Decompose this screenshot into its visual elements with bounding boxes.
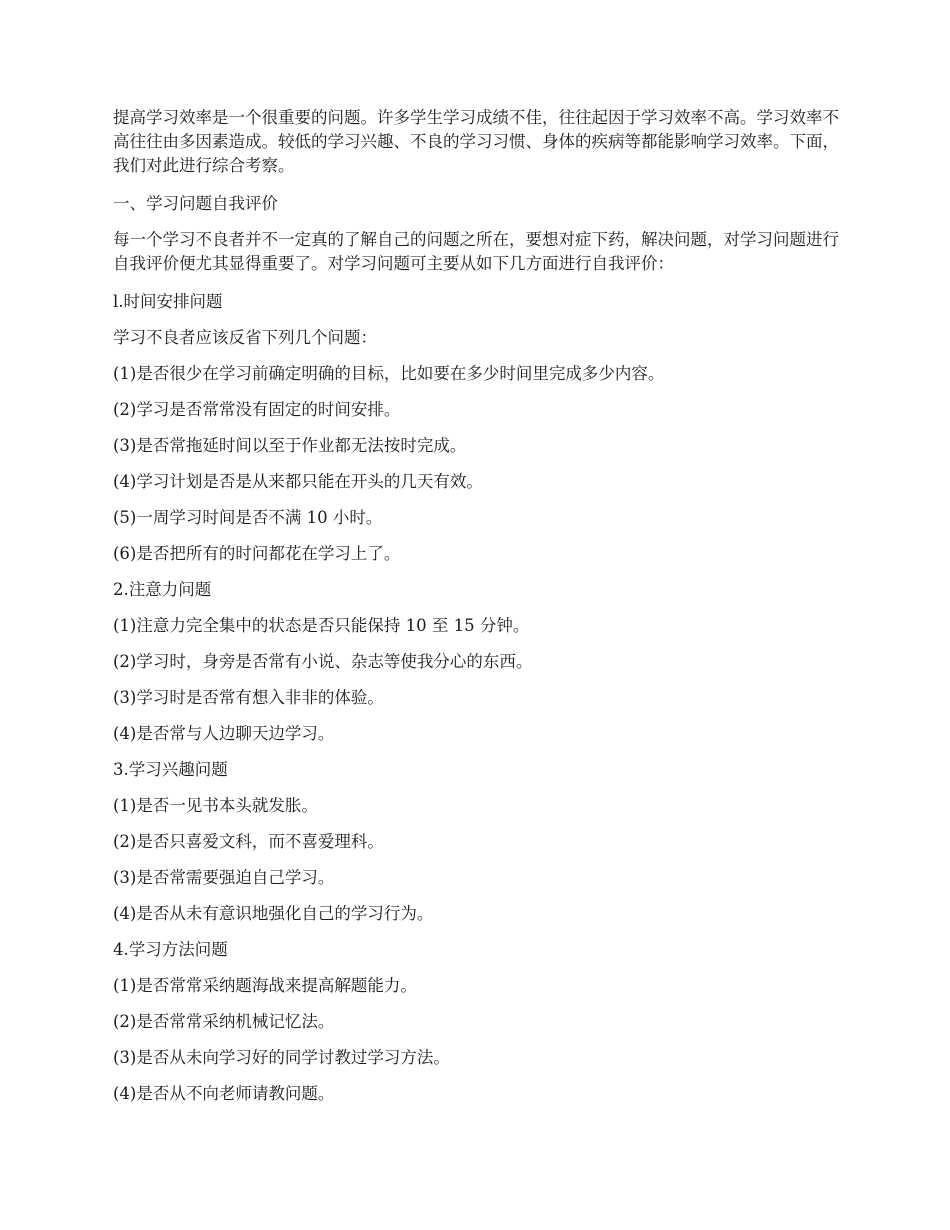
intro-paragraph: 提高学习效率是一个很重要的问题。许多学生学习成绩不佳，往往起因于学习效率不高。学习效率不高往往由多因素造成。较低的学习兴趣、不良的学习习惯、身体的疾病等都能影响学习效率。下面，我们对此进行综合考察。 — [113, 108, 839, 175]
list-item: (1)注意力完全集中的状态是否只能保持 10 至 15 分钟。 — [113, 616, 530, 635]
list-item: (3)是否从未向学习好的同学讨教过学习方法。 — [113, 1048, 450, 1067]
list-item: (4)是否常与人边聊天边学习。 — [113, 724, 335, 743]
list-item: (3)学习时是否常有想入非非的体验。 — [113, 688, 384, 707]
subheading-interest: 3.学习兴趣问题 — [113, 760, 228, 779]
list-item: (5)一周学习时间是否不满 10 小时。 — [113, 508, 383, 527]
section-heading: 一、学习问题自我评价 — [113, 194, 278, 213]
list-item: (2)学习时，身旁是否常有小说、杂志等使我分心的东西。 — [113, 652, 533, 671]
document-body — [113, 106, 845, 1118]
text-line: 学习不良者应该反省下列几个问题： — [113, 328, 377, 347]
list-item: (2)是否常常采纳机械记忆法。 — [113, 1012, 335, 1031]
subheading-attention: 2.注意力问题 — [113, 580, 212, 599]
list-item: (1)是否一见书本头就发胀。 — [113, 796, 318, 815]
list-item: (4)学习计划是否是从来都只能在开头的几天有效。 — [113, 472, 483, 491]
subheading-method: 4.学习方法问题 — [113, 940, 228, 959]
list-item: (4)是否从不向老师请教问题。 — [113, 1084, 335, 1103]
section-paragraph: 每一个学习不良者并不一定真的了解自己的问题之所在，要想对症下药，解决问题，对学习问题进行自我评价便尤其显得重要了。对学习问题可主要从如下几方面进行自我评价： — [113, 230, 839, 273]
list-item: (2)学习是否常常没有固定的时间安排。 — [113, 400, 401, 419]
list-item: (2)是否只喜爱文科，而不喜爱理科。 — [113, 832, 384, 851]
list-item: (3)是否常拖延时间以至于作业都无法按时完成。 — [113, 436, 467, 455]
list-item: (1)是否常常采纳题海战来提高解题能力。 — [113, 976, 417, 995]
list-item: (3)是否常需要强迫自己学习。 — [113, 868, 335, 887]
list-item: (1)是否很少在学习前确定明确的目标，比如要在多少时间里完成多少内容。 — [113, 364, 665, 383]
list-item: (6)是否把所有的时问都花在学习上了。 — [113, 544, 401, 563]
list-item: (4)是否从未有意识地强化自己的学习行为。 — [113, 904, 434, 923]
subheading-time: l.时间安排问题 — [113, 292, 223, 311]
